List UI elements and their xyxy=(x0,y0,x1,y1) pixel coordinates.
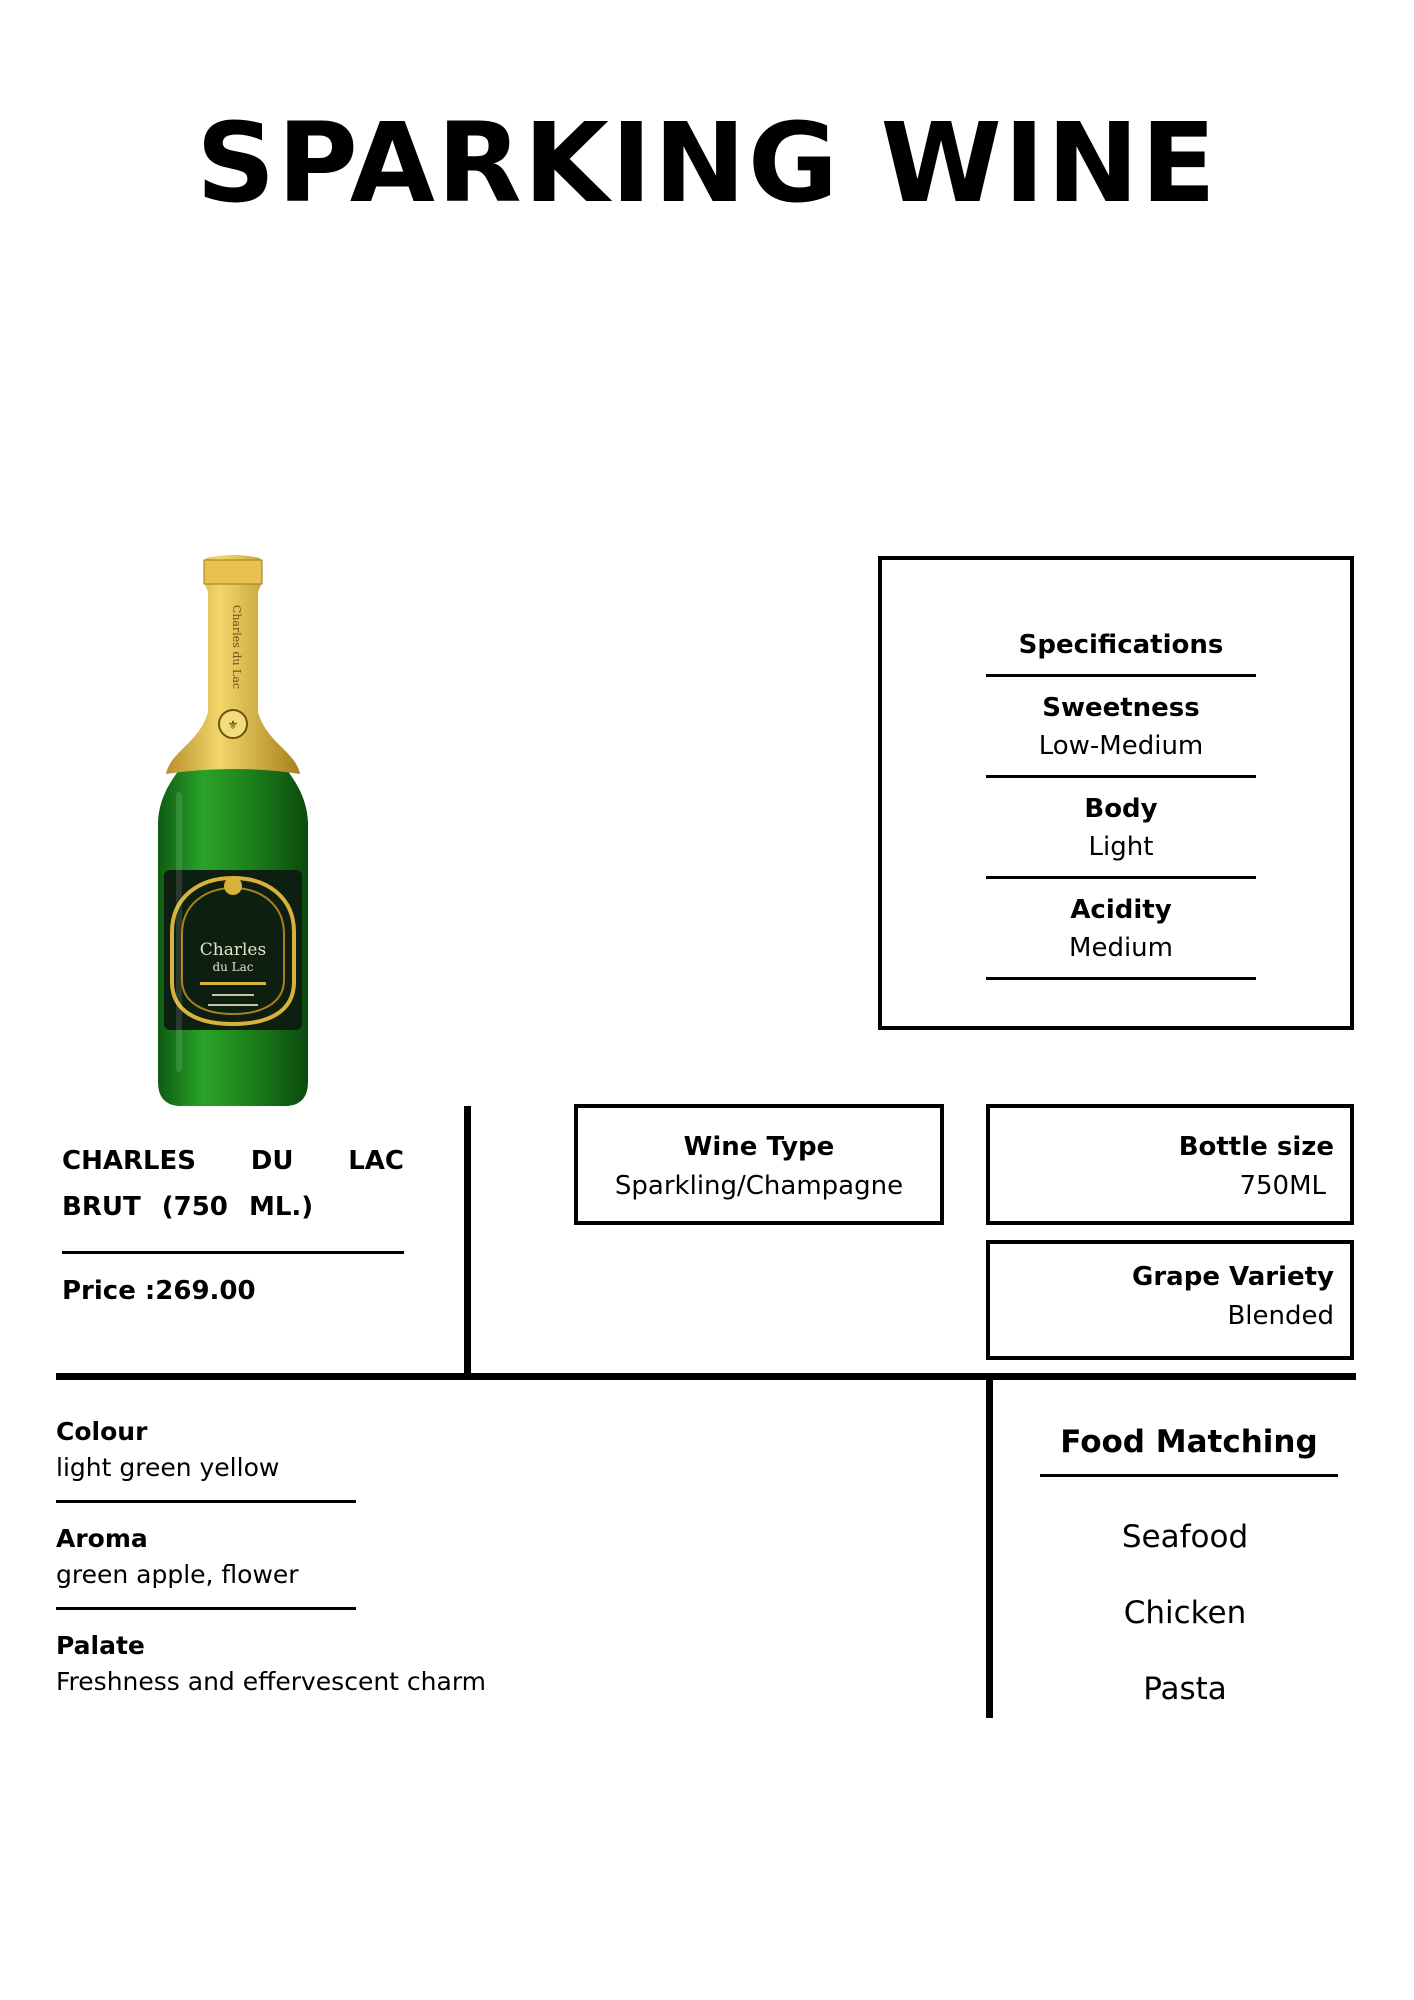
grape-variety-label: Grape Variety xyxy=(1132,1262,1334,1292)
grape-variety-value: Blended xyxy=(1227,1301,1334,1331)
product-price: Price :269.00 xyxy=(62,1276,256,1306)
bottle-size-box xyxy=(986,1104,1354,1225)
spec-label: Body xyxy=(1084,794,1158,824)
spec-acidity xyxy=(986,879,1256,980)
product-name: CHARLES DU LAC BRUT (750 ML.) xyxy=(62,1146,404,1222)
note-label: Palate xyxy=(56,1631,145,1660)
food-matching-heading: Food Matching xyxy=(1040,1424,1338,1477)
food-item: Seafood xyxy=(1121,1519,1249,1555)
specifications-box xyxy=(878,556,1354,1030)
divider xyxy=(56,1607,356,1610)
spec-label: Acidity xyxy=(1070,895,1172,925)
food-divider xyxy=(986,1376,993,1718)
spec-value: Light xyxy=(1088,832,1154,862)
divider xyxy=(56,1500,356,1503)
note-label: Colour xyxy=(56,1417,148,1446)
note-colour xyxy=(56,1414,516,1500)
neck-text: Charles du Lac xyxy=(230,604,243,690)
bottle-brand-line2: du Lac xyxy=(212,960,254,974)
bottle-size-value: 750ML xyxy=(1239,1171,1326,1201)
note-palate xyxy=(56,1628,516,1714)
wine-type-value: Sparkling/Champagne xyxy=(614,1171,904,1201)
page-title: SPARKING WINE xyxy=(196,99,1218,227)
wine-type-box xyxy=(574,1104,944,1225)
spec-value: Medium xyxy=(1069,933,1173,963)
bottle-brand-line1: Charles xyxy=(199,940,267,960)
wine-bottle-image xyxy=(148,552,318,1112)
specifications-heading: Specifications xyxy=(986,630,1256,677)
note-label: Aroma xyxy=(56,1524,148,1553)
spec-sweetness xyxy=(986,677,1256,778)
note-value: Freshness and effervescent charm xyxy=(56,1667,487,1696)
spec-label: Sweetness xyxy=(1042,693,1200,723)
food-list xyxy=(1040,1499,1338,1727)
tasting-notes xyxy=(56,1414,516,1714)
food-item: Pasta xyxy=(1143,1671,1227,1707)
svg-text:⚜: ⚜ xyxy=(227,718,239,732)
food-matching xyxy=(1040,1424,1338,1727)
note-value: green apple, flower xyxy=(56,1560,299,1589)
horizontal-divider xyxy=(56,1373,1356,1380)
spec-body xyxy=(986,778,1256,879)
bottle-size-label: Bottle size xyxy=(1178,1132,1334,1162)
specifications-list xyxy=(986,630,1256,980)
vertical-divider xyxy=(464,1106,471,1380)
wine-type-label: Wine Type xyxy=(683,1132,835,1162)
divider xyxy=(62,1251,404,1254)
spec-value: Low-Medium xyxy=(1038,731,1204,761)
note-value: light green yellow xyxy=(56,1453,280,1482)
food-item: Chicken xyxy=(1123,1595,1247,1631)
note-aroma xyxy=(56,1521,516,1607)
grape-variety-box xyxy=(986,1240,1354,1360)
